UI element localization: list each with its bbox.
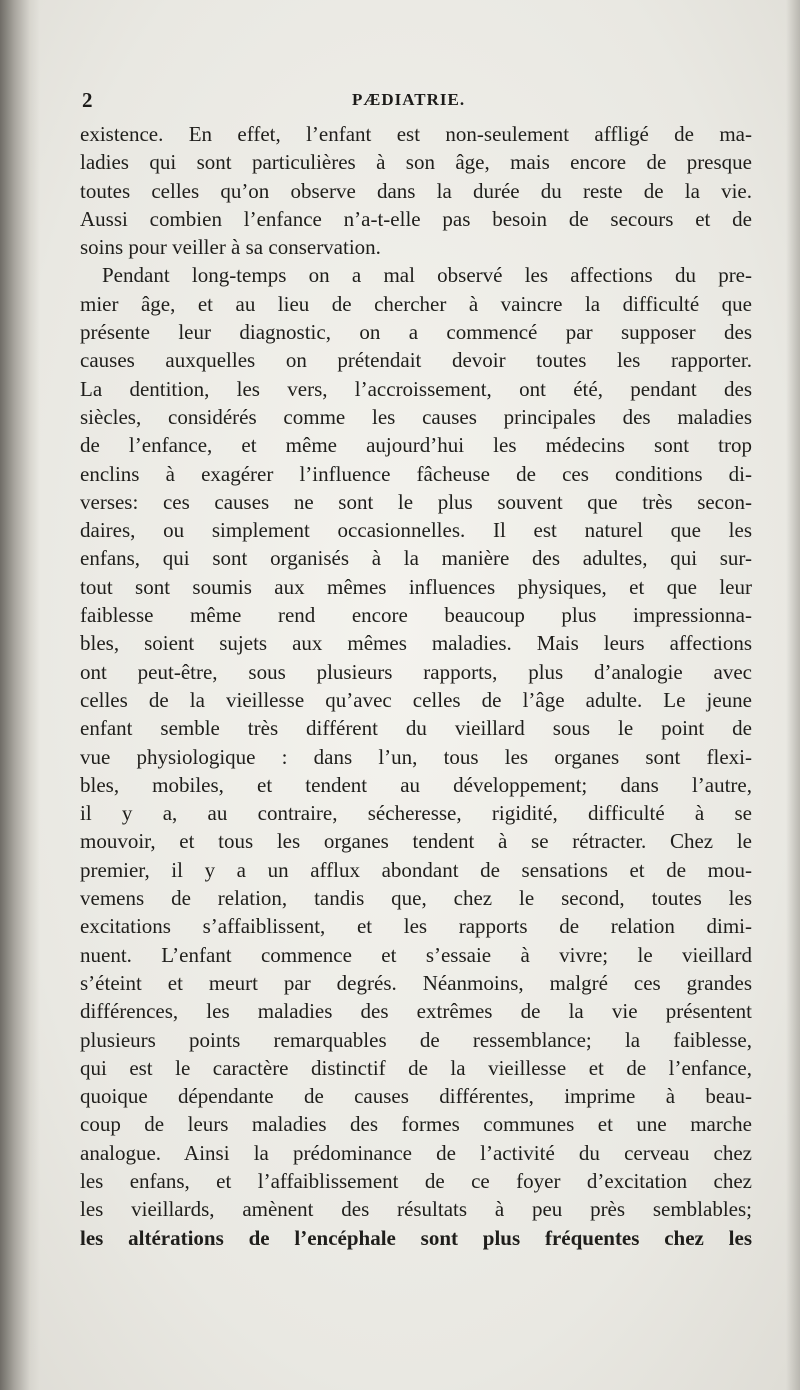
text-line: tout sont soumis aux mêmes influences physiques, et que leur: [80, 574, 752, 599]
text-line: ont peut-être, sous plusieurs rapports, plus d’analogie avec: [80, 659, 752, 684]
text-line: excitations s’affaiblissent, et les rapports de relation dimi-: [80, 914, 752, 939]
text-line: bles, mobiles, et tendent au développement; dans l’autre,: [80, 772, 752, 797]
page-edge-shadow: [786, 0, 800, 1390]
text-line: celles de la vieillesse qu’avec celles de l’âge adulte. Le jeune: [80, 687, 752, 712]
text-line: mouvoir, et tous les organes tendent à se rétracter. Chez le: [80, 829, 752, 854]
text-line: les enfans, et l’affaiblissement de ce foyer d’excitation chez: [80, 1168, 752, 1193]
text-line: mier âge, et au lieu de chercher à vaincre la difficulté que: [80, 291, 752, 316]
text-line: analogue. Ainsi la prédominance de l’activité du cerveau chez: [80, 1140, 752, 1165]
text-line: il y a, au contraire, sécheresse, rigidité, difficulté à se: [80, 801, 752, 826]
text-line: causes auxquelles on prétendait devoir toutes les rapporter.: [80, 348, 752, 373]
text-line: faiblesse même rend encore beaucoup plus impressionna-: [80, 603, 752, 628]
text-line: verses: ces causes ne sont le plus souvent que très secon-: [80, 489, 752, 514]
text-line: Aussi combien l’enfance n’a-t-elle pas besoin de secours et de: [80, 206, 752, 231]
text-line: ladies qui sont particulières à son âge, mais encore de presque: [80, 150, 752, 175]
page-gutter-shadow: [0, 0, 40, 1390]
text-line: s’éteint et meurt par degrés. Néanmoins, malgré ces grandes: [80, 970, 752, 995]
text-line: existence. En effet, l’enfant est non-seulement affligé de ma-: [80, 122, 752, 146]
text-line: les vieillards, amènent des résultats à peu près semblables;: [80, 1197, 752, 1222]
text-line: plusieurs points remarquables de ressemblance; la faiblesse,: [80, 1027, 752, 1052]
text-line: de l’enfance, et même aujourd’hui les médecins sont trop: [80, 433, 752, 458]
text-line: différences, les maladies des extrêmes de la vie présentent: [80, 999, 752, 1024]
text-line: siècles, considérés comme les causes principales des maladies: [80, 404, 752, 429]
text-line: bles, soient sujets aux mêmes maladies. Mais leurs affections: [80, 631, 752, 656]
text-line: toutes celles qu’on observe dans la durée du reste de la vie.: [80, 178, 752, 203]
text-line: qui est le caractère distinctif de la vieillesse et de l’enfance,: [80, 1055, 752, 1080]
text-line: présente leur diagnostic, on a commencé par supposer des: [80, 320, 752, 345]
text-line: quoique dépendante de causes différentes, imprime à beau-: [80, 1084, 752, 1109]
text-line: les altérations de l’encéphale sont plus fréquentes chez les: [80, 1225, 752, 1250]
text-line: vue physiologique : dans l’un, tous les organes sont flexi-: [80, 744, 752, 769]
text-line: Pendant long-temps on a mal observé les affections du pre-: [102, 263, 752, 288]
text-line: nuent. L’enfant commence et s’essaie à vivre; le vieillard: [80, 942, 752, 967]
running-head: PÆDIATRIE.: [352, 90, 466, 109]
text-line: enfant semble très différent du vieillard sous le point de: [80, 716, 752, 741]
text-line: coup de leurs maladies des formes communes et une marche: [80, 1112, 752, 1137]
text-line: vemens de relation, tandis que, chez le second, toutes les: [80, 886, 752, 911]
text-line: enfans, qui sont organisés à la manière des adultes, qui sur-: [80, 546, 752, 571]
body-text: [80, 120, 752, 1252]
page-number: 2: [82, 88, 93, 112]
text-line: La dentition, les vers, l’accroissement, ont été, pendant des: [80, 376, 752, 401]
text-line: daires, ou simplement occasionnelles. Il est naturel que les: [80, 518, 752, 543]
text-line: premier, il y a un afflux abondant de sensations et de mou-: [80, 857, 752, 882]
text-line: enclins à exagérer l’influence fâcheuse de ces conditions di-: [80, 461, 752, 486]
text-line: soins pour veiller à sa conservation.: [80, 235, 381, 260]
page-header: [82, 88, 750, 112]
